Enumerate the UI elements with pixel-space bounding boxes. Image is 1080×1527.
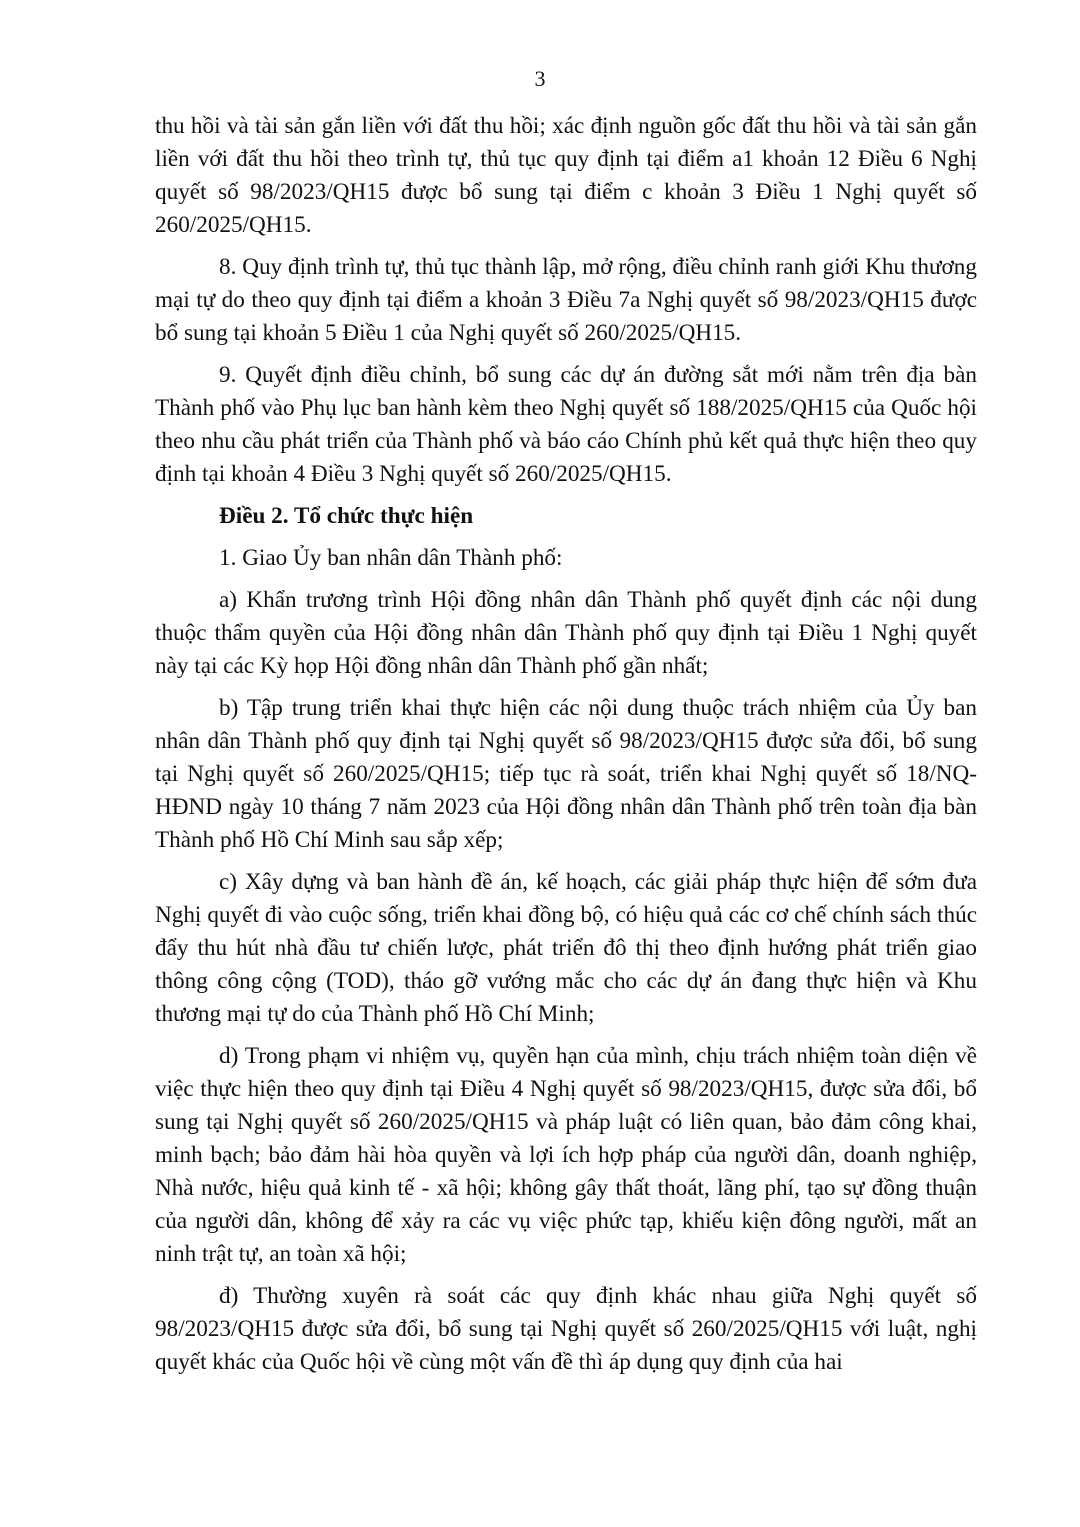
paragraph-point-a: a) Khẩn trương trình Hội đồng nhân dân Thành phố quyết định các nội dung thuộc thẩm quyền của Hội đồng nhân dân Thành phố quy định tại Điều 1 Nghị quyết này tại các Kỳ họp Hội đồng nhân dân Thành phố gần nhất; xyxy=(155,587,977,679)
paragraph-point-dd: đ) Thường xuyên rà soát các quy định khác nhau giữa Nghị quyết số 98/2023/QH15 được sửa đổi, bổ sung tại Nghị quyết số 260/2025/QH15 với luật, nghị quyết khác của Quốc hội về cùng một vấn đề thì áp dụng quy định của hai xyxy=(155,1283,977,1375)
paragraph-item-9: 9. Quyết định điều chỉnh, bổ sung các dự án đường sắt mới nằm trên địa bàn Thành phố vào Phụ lục ban hành kèm theo Nghị quyết số 188/2025/QH15 của Quốc hội theo nhu cầu phát triển của Thành phố và báo cáo Chính phủ kết quả thực hiện theo quy định tại khoản 4 Điều 3 Nghị quyết số 260/2025/QH15. xyxy=(155,362,977,487)
paragraph-continuation: thu hồi và tài sản gắn liền với đất thu hồi; xác định nguồn gốc đất thu hồi và tài sản gắn liền với đất thu hồi theo trình tự, thủ tục quy định tại điểm a1 khoản 12 Điều 6 Nghị quyết số 98/2023/QH15 được bổ sung tại điểm c khoản 3 Điều 1 Nghị quyết số 260/2025/QH15. xyxy=(155,113,977,238)
paragraph-point-d: d) Trong phạm vi nhiệm vụ, quyền hạn của mình, chịu trách nhiệm toàn diện về việc thực hiện theo quy định tại Điều 4 Nghị quyết số 98/2023/QH15, được sửa đổi, bổ sung tại Nghị quyết số 260/2025/QH15 và pháp luật có liên quan, bảo đảm công khai, minh bạch; bảo đảm hài hòa quyền và lợi ích hợp pháp của người dân, doanh nghiệp, Nhà nước, hiệu quả kinh tế - xã hội; không gây thất thoát, lãng phí, tạo sự đồng thuận của người dân, không để xảy ra các vụ việc phức tạp, khiếu kiện đông người, mất an ninh trật tự, an toàn xã hội; xyxy=(155,1043,977,1267)
article-2-heading: Điều 2. Tổ chức thực hiện xyxy=(219,503,474,529)
document-body xyxy=(155,110,977,1388)
paragraph-clause-1: 1. Giao Ủy ban nhân dân Thành phố: xyxy=(219,545,563,571)
page-number: 3 xyxy=(534,66,546,91)
paragraph-item-8: 8. Quy định trình tự, thủ tục thành lập, mở rộng, điều chỉnh ranh giới Khu thương mại tự do theo quy định tại điểm a khoản 3 Điều 7a Nghị quyết số 98/2023/QH15 được bổ sung tại khoản 5 Điều 1 của Nghị quyết số 260/2025/QH15. xyxy=(155,254,977,346)
paragraph-point-b: b) Tập trung triển khai thực hiện các nội dung thuộc trách nhiệm của Ủy ban nhân dân Thành phố quy định tại Nghị quyết số 98/2023/QH15 được sửa đổi, bổ sung tại Nghị quyết số 260/2025/QH15; tiếp tục rà soát, triển khai Nghị quyết số 18/NQ-HĐND ngày 10 tháng 7 năm 2023 của Hội đồng nhân dân Thành phố trên toàn địa bàn Thành phố Hồ Chí Minh sau sắp xếp; xyxy=(155,695,977,853)
paragraph-point-c: c) Xây dựng và ban hành đề án, kế hoạch, các giải pháp thực hiện để sớm đưa Nghị quyết đi vào cuộc sống, triển khai đồng bộ, có hiệu quả các cơ chế chính sách thúc đẩy thu hút nhà đầu tư chiến lược, phát triển đô thị theo định hướng phát triển giao thông công cộng (TOD), tháo gỡ vướng mắc cho các dự án đang thực hiện và Khu thương mại tự do của Thành phố Hồ Chí Minh; xyxy=(155,869,977,1027)
